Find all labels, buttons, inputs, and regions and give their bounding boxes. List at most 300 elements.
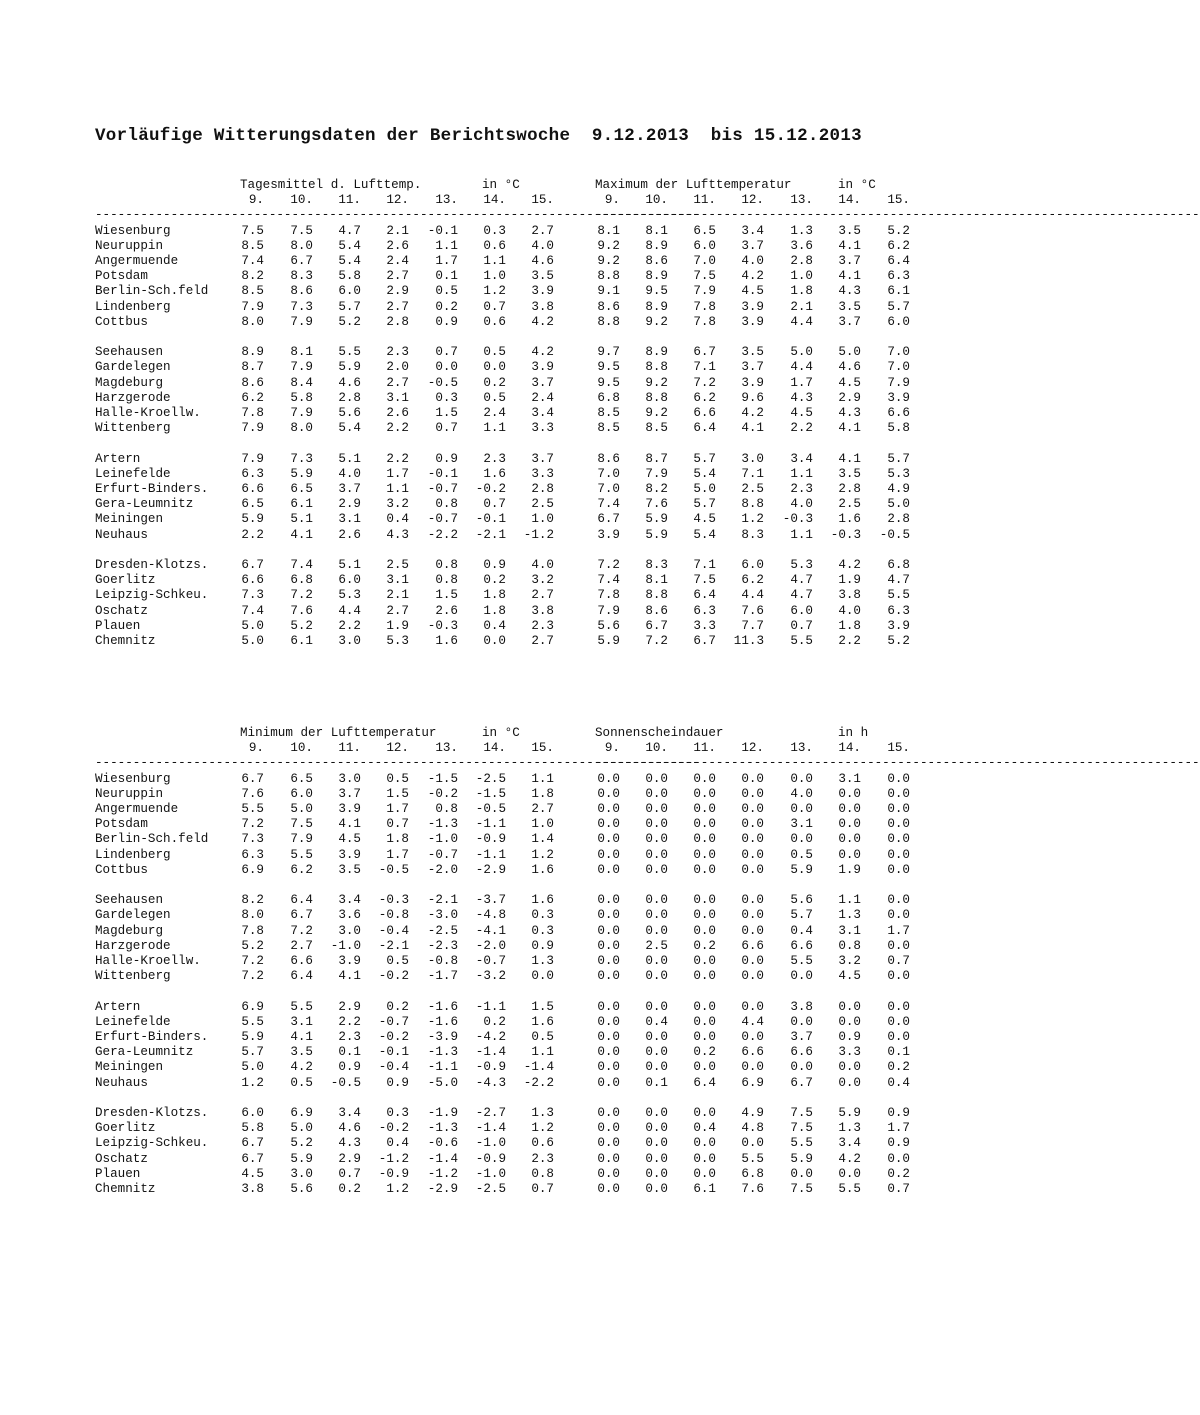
right-value-cell: 5.5 [790,1136,813,1151]
right-value-cell: 2.2 [838,634,861,648]
right-value-cell: 7.8 [693,314,716,329]
right-value-cell: 5.9 [645,512,668,527]
left-value-cell: 6.8 [290,573,313,588]
right-value-cell: 5.0 [838,345,861,360]
station-name: Halle-Kroellw. [95,406,201,420]
right-value-cell: 0.0 [645,862,668,877]
left-value-cell: 1.1 [435,238,458,253]
right-value-cell: 5.5 [838,1182,861,1196]
right-value-cell: 0.0 [741,847,764,862]
station-name: Erfurt-Binders. [95,1030,209,1044]
right-value-cell: 9.5 [645,284,668,299]
left-value-cell: 0.8 [531,1166,554,1181]
left-value-cell: 3.1 [386,573,409,588]
right-day-label: 15. [887,193,910,208]
right-value-cell: 4.5 [790,406,813,420]
right-value-cell: 0.0 [645,1030,668,1044]
left-value-cell: -2.9 [475,862,506,877]
right-value-cell: 0.0 [645,893,668,908]
left-day-label: 14. [483,741,506,756]
left-value-cell: 2.3 [531,618,554,633]
right-value-cell: 6.4 [693,1075,716,1090]
right-day-label: 11. [693,741,716,756]
right-value-cell: 8.5 [645,421,668,436]
right-value-cell: 6.2 [887,238,910,253]
right-value-cell: 0.0 [887,862,910,877]
right-value-cell: 0.0 [887,893,910,908]
right-value-cell: 8.3 [741,527,764,542]
right-value-cell: 0.0 [790,771,813,786]
left-value-cell: -1.4 [475,1045,506,1060]
right-value-cell: 0.0 [838,999,861,1014]
left-value-cell: 2.9 [338,497,361,512]
left-value-cell: -0.4 [378,1060,409,1075]
left-value-cell: 3.7 [531,375,554,390]
right-value-cell: 0.0 [741,1060,764,1075]
left-value-cell: 1.2 [386,1182,409,1196]
right-value-cell: 2.2 [790,421,813,436]
station-name: Dresden-Klotzs. [95,558,209,572]
left-value-cell: -0.7 [378,1014,409,1029]
left-value-cell: 7.6 [241,786,264,801]
right-value-cell: 4.6 [838,360,861,375]
left-value-cell: 3.9 [338,802,361,816]
right-value-cell: 0.0 [597,969,620,984]
right-value-cell: 0.0 [741,908,764,923]
right-value-cell: 4.8 [741,1121,764,1136]
right-value-cell: 3.9 [887,390,910,405]
right-value-cell: 6.0 [790,603,813,618]
right-value-cell: 1.3 [838,908,861,923]
left-value-cell: 7.5 [290,817,313,832]
right-value-cell: 4.5 [693,512,716,527]
left-value-cell: 0.6 [483,314,506,329]
right-value-cell: 0.0 [887,999,910,1014]
right-value-cell: 0.0 [597,1121,620,1136]
left-value-cell: 5.5 [290,847,313,862]
right-value-cell: 1.8 [790,284,813,299]
right-value-cell: 1.7 [887,923,910,938]
left-value-cell: 6.4 [290,969,313,984]
left-value-cell: 2.9 [386,284,409,299]
left-value-cell: 7.9 [290,832,313,847]
right-value-cell: 3.7 [790,1030,813,1044]
left-value-cell: -1.2 [378,1151,409,1166]
right-value-cell: 5.7 [887,299,910,314]
right-value-cell: 8.8 [597,269,620,284]
right-value-cell: 5.8 [887,421,910,436]
left-value-cell: -4.2 [475,1030,506,1044]
left-value-cell: 6.0 [241,1106,264,1120]
left-value-cell: 6.3 [241,466,264,481]
right-value-cell: 3.1 [790,817,813,832]
right-value-cell: 0.0 [597,1014,620,1029]
right-value-cell: 0.1 [645,1075,668,1090]
left-value-cell: 1.8 [483,588,506,603]
left-value-cell: 0.9 [435,451,458,466]
right-value-cell: 0.0 [597,802,620,816]
left-value-cell: 5.6 [338,406,361,420]
right-value-cell: 4.0 [790,786,813,801]
right-value-cell: 6.4 [693,421,716,436]
right-value-cell: 6.0 [693,238,716,253]
left-value-cell: 3.9 [531,284,554,299]
left-day-label: 13. [435,741,458,756]
right-value-cell: 0.0 [741,1030,764,1044]
right-value-cell: 0.0 [597,1136,620,1151]
right-value-cell: 9.5 [597,375,620,390]
left-value-cell: 2.4 [386,254,409,268]
right-value-cell: 5.5 [790,954,813,968]
station-name: Lindenberg [95,847,171,862]
right-day-label: 13. [790,741,813,756]
left-value-cell: 3.1 [338,512,361,527]
right-value-cell: 7.0 [693,254,716,268]
left-value-cell: -1.1 [427,1060,458,1075]
left-value-cell: -0.9 [475,1060,506,1075]
right-value-cell: 3.3 [838,1045,861,1060]
left-value-cell: -0.2 [378,1121,409,1136]
right-value-cell: 1.7 [790,375,813,390]
left-value-cell: 7.2 [290,923,313,938]
right-day-label: 10. [645,741,668,756]
right-value-cell: 0.0 [838,1014,861,1029]
right-value-cell: 0.0 [887,771,910,786]
left-value-cell: 1.5 [435,588,458,603]
left-value-cell: 8.6 [241,375,264,390]
left-value-cell: 5.7 [241,1045,264,1060]
left-value-cell: 6.1 [290,634,313,648]
left-value-cell: 0.3 [531,908,554,923]
left-value-cell: 5.7 [338,299,361,314]
station-name: Seehausen [95,893,164,908]
left-value-cell: 5.4 [338,421,361,436]
left-value-cell: 6.6 [241,573,264,588]
station-name: Artern [95,451,141,466]
station-name: Cottbus [95,862,148,877]
right-value-cell: 5.5 [887,588,910,603]
right-value-cell: 4.3 [790,390,813,405]
station-name: Magdeburg [95,923,164,938]
left-value-cell: 5.1 [338,451,361,466]
right-value-cell: 1.9 [838,573,861,588]
right-value-cell: 0.2 [693,1045,716,1060]
left-value-cell: 8.6 [290,284,313,299]
right-value-cell: 7.6 [741,1182,764,1196]
left-value-cell: 2.9 [338,1151,361,1166]
right-value-cell: 0.0 [887,908,910,923]
station-name: Berlin-Sch.feld [95,832,209,847]
left-value-cell: 7.8 [241,406,264,420]
left-value-cell: 3.0 [290,1166,313,1181]
right-value-cell: 0.7 [790,618,813,633]
right-value-cell: 0.0 [693,1166,716,1181]
station-name: Halle-Kroellw. [95,954,201,968]
left-value-cell: 6.7 [241,771,264,786]
left-value-cell: 0.5 [483,345,506,360]
left-value-cell: 0.1 [338,1045,361,1060]
right-value-cell: 7.2 [597,558,620,572]
right-value-cell: 4.2 [838,1151,861,1166]
right-value-cell: 0.0 [693,832,716,847]
left-value-cell: 1.6 [483,466,506,481]
right-value-cell: 6.1 [887,284,910,299]
left-value-cell: 3.5 [531,269,554,284]
left-value-cell: 6.9 [241,862,264,877]
left-value-cell: -0.9 [378,1166,409,1181]
right-value-cell: 2.8 [790,254,813,268]
right-value-cell: 1.3 [790,223,813,238]
left-value-cell: -0.7 [427,512,458,527]
right-value-cell: 3.8 [790,999,813,1014]
right-value-cell: 3.7 [838,314,861,329]
left-value-cell: -0.2 [475,482,506,496]
right-value-cell: 0.0 [645,1166,668,1181]
left-value-cell: 0.2 [483,375,506,390]
right-value-cell: 2.3 [790,482,813,496]
right-value-cell: 7.5 [693,269,716,284]
left-value-cell: -1.1 [475,999,506,1014]
left-value-cell: 2.6 [386,406,409,420]
right-value-cell: 4.3 [838,284,861,299]
left-value-cell: 6.7 [241,558,264,572]
left-table-unit: in °C [482,178,520,192]
station-name: Gardelegen [95,360,171,375]
left-value-cell: -0.3 [427,618,458,633]
right-value-cell: 3.8 [838,588,861,603]
right-value-cell: 0.0 [597,923,620,938]
left-value-cell: 5.1 [290,512,313,527]
station-name: Seehausen [95,345,164,360]
right-value-cell: 0.0 [597,832,620,847]
right-value-cell: 3.9 [741,299,764,314]
left-value-cell: -0.2 [378,969,409,984]
right-value-cell: 0.0 [887,938,910,953]
left-value-cell: 0.7 [386,817,409,832]
right-value-cell: 4.4 [741,1014,764,1029]
right-day-label: 9. [604,193,620,208]
right-value-cell: 0.0 [597,1166,620,1181]
right-value-cell: 0.0 [645,802,668,816]
right-value-cell: 0.0 [693,999,716,1014]
right-value-cell: 0.0 [597,1151,620,1166]
left-value-cell: 8.0 [241,314,264,329]
left-dashed-rule: -------------------------------------------------------------------------------- [95,756,700,771]
left-value-cell: -2.0 [475,938,506,953]
right-value-cell: 9.2 [645,314,668,329]
right-value-cell: 0.0 [645,923,668,938]
right-value-cell: 8.6 [597,451,620,466]
right-value-cell: 3.3 [693,618,716,633]
station-name: Berlin-Sch.feld [95,284,209,299]
station-name: Meiningen [95,1060,164,1075]
left-value-cell: 2.2 [386,421,409,436]
left-value-cell: 1.7 [386,466,409,481]
right-value-cell: 0.0 [838,802,861,816]
left-value-cell: 4.3 [386,527,409,542]
right-value-cell: 5.0 [790,345,813,360]
left-value-cell: 3.5 [338,862,361,877]
right-value-cell: 4.1 [838,421,861,436]
station-name: Cottbus [95,314,148,329]
right-value-cell: 9.5 [597,360,620,375]
right-value-cell: 0.0 [887,1030,910,1044]
right-value-cell: 0.0 [838,1166,861,1181]
left-value-cell: 3.3 [531,466,554,481]
station-name: Goerlitz [95,1121,156,1136]
right-value-cell: 2.5 [645,938,668,953]
left-value-cell: -1.6 [427,1014,458,1029]
left-table-header: Tagesmittel d. Lufttemp. [240,178,422,192]
left-value-cell: 3.4 [531,406,554,420]
left-value-cell: 3.3 [531,421,554,436]
left-value-cell: 6.7 [290,908,313,923]
right-value-cell: 8.1 [645,573,668,588]
left-value-cell: -1.7 [427,969,458,984]
left-value-cell: 3.1 [386,390,409,405]
left-value-cell: 3.4 [338,1106,361,1120]
right-value-cell: 5.7 [887,451,910,466]
right-value-cell: 4.0 [838,603,861,618]
left-value-cell: 2.7 [531,223,554,238]
left-value-cell: 4.4 [338,603,361,618]
left-day-label: 11. [338,741,361,756]
left-value-cell: 5.0 [290,1121,313,1136]
right-value-cell: 1.1 [838,893,861,908]
left-value-cell: -2.5 [427,923,458,938]
left-value-cell: -0.7 [427,482,458,496]
right-value-cell: 7.4 [597,573,620,588]
right-value-cell: 0.0 [597,1030,620,1044]
right-value-cell: 0.0 [597,1182,620,1196]
right-value-cell: 0.0 [887,817,910,832]
right-value-cell: 0.0 [790,1060,813,1075]
left-value-cell: 7.5 [290,223,313,238]
left-value-cell: 6.9 [241,999,264,1014]
left-value-cell: -1.5 [475,786,506,801]
right-value-cell: 5.0 [887,497,910,512]
left-value-cell: -0.8 [378,908,409,923]
left-value-cell: 5.5 [290,999,313,1014]
left-value-cell: 3.7 [338,786,361,801]
left-value-cell: 0.7 [338,1166,361,1181]
left-value-cell: 7.8 [241,923,264,938]
left-value-cell: 0.2 [483,1014,506,1029]
right-value-cell: 0.0 [597,862,620,877]
left-value-cell: -2.7 [475,1106,506,1120]
left-value-cell: 7.4 [241,254,264,268]
left-value-cell: 5.4 [338,238,361,253]
left-value-cell: 0.7 [483,299,506,314]
right-value-cell: 0.0 [838,786,861,801]
station-name: Wiesenburg [95,223,171,238]
right-value-cell: 2.9 [838,390,861,405]
left-value-cell: -1.1 [475,847,506,862]
left-value-cell: 4.6 [338,375,361,390]
right-value-cell: 0.0 [693,1060,716,1075]
station-name: Harzgerode [95,938,171,953]
right-value-cell: 7.8 [597,588,620,603]
station-name: Angermuende [95,802,179,816]
right-value-cell: 1.7 [887,1121,910,1136]
right-value-cell: 0.0 [741,771,764,786]
right-value-cell: 0.0 [693,771,716,786]
right-value-cell: 9.2 [645,406,668,420]
left-value-cell: 1.6 [531,893,554,908]
right-value-cell: 2.8 [887,512,910,527]
right-value-cell: 0.0 [838,1075,861,1090]
right-value-cell: 0.0 [838,817,861,832]
left-value-cell: 0.3 [435,390,458,405]
left-value-cell: -2.5 [475,771,506,786]
right-value-cell: 4.9 [887,482,910,496]
right-value-cell: 0.0 [645,832,668,847]
left-value-cell: 6.7 [241,1151,264,1166]
right-value-cell: 1.8 [838,618,861,633]
left-value-cell: 2.3 [386,345,409,360]
left-value-cell: 3.9 [338,954,361,968]
left-value-cell: 7.3 [241,832,264,847]
right-table-unit: in h [838,726,869,740]
station-name: Gardelegen [95,908,171,923]
right-value-cell: 0.0 [887,832,910,847]
right-value-cell: 0.0 [597,1060,620,1075]
right-value-cell: 6.9 [741,1075,764,1090]
station-name: Leipzig-Schkeu. [95,588,209,603]
left-value-cell: -1.3 [427,817,458,832]
right-value-cell: 6.1 [693,1182,716,1196]
right-value-cell: 0.7 [887,1182,910,1196]
right-value-cell: 5.3 [790,558,813,572]
left-value-cell: 7.2 [241,954,264,968]
left-value-cell: 5.4 [338,254,361,268]
right-value-cell: 0.0 [693,1106,716,1120]
right-value-cell: 5.4 [693,466,716,481]
left-value-cell: 4.5 [338,832,361,847]
left-value-cell: 4.3 [338,1136,361,1151]
right-value-cell: 5.3 [887,466,910,481]
left-value-cell: 6.5 [241,497,264,512]
right-value-cell: 3.5 [838,223,861,238]
station-name: Artern [95,999,141,1014]
left-value-cell: 3.2 [386,497,409,512]
right-value-cell: 0.0 [790,969,813,984]
left-value-cell: 2.1 [386,588,409,603]
left-value-cell: -4.8 [475,908,506,923]
left-value-cell: 7.4 [241,603,264,618]
right-value-cell: 7.2 [645,634,668,648]
right-value-cell: 8.3 [645,558,668,572]
right-value-cell: 0.0 [741,999,764,1014]
left-value-cell: 1.5 [386,786,409,801]
right-value-cell: 0.0 [597,954,620,968]
left-value-cell: 3.7 [531,451,554,466]
right-value-cell: 0.0 [645,771,668,786]
left-value-cell: 0.8 [435,573,458,588]
right-value-cell: 7.5 [790,1182,813,1196]
left-value-cell: 1.0 [531,817,554,832]
left-value-cell: -0.6 [427,1136,458,1151]
station-name: Leinefelde [95,466,171,481]
left-value-cell: -2.1 [475,527,506,542]
right-value-cell: 7.8 [693,299,716,314]
left-value-cell: 0.9 [386,1075,409,1090]
right-value-cell: 0.0 [645,1060,668,1075]
right-value-cell: 6.4 [887,254,910,268]
right-value-cell: 4.4 [790,360,813,375]
right-value-cell: 3.5 [838,466,861,481]
station-name: Chemnitz [95,634,156,648]
